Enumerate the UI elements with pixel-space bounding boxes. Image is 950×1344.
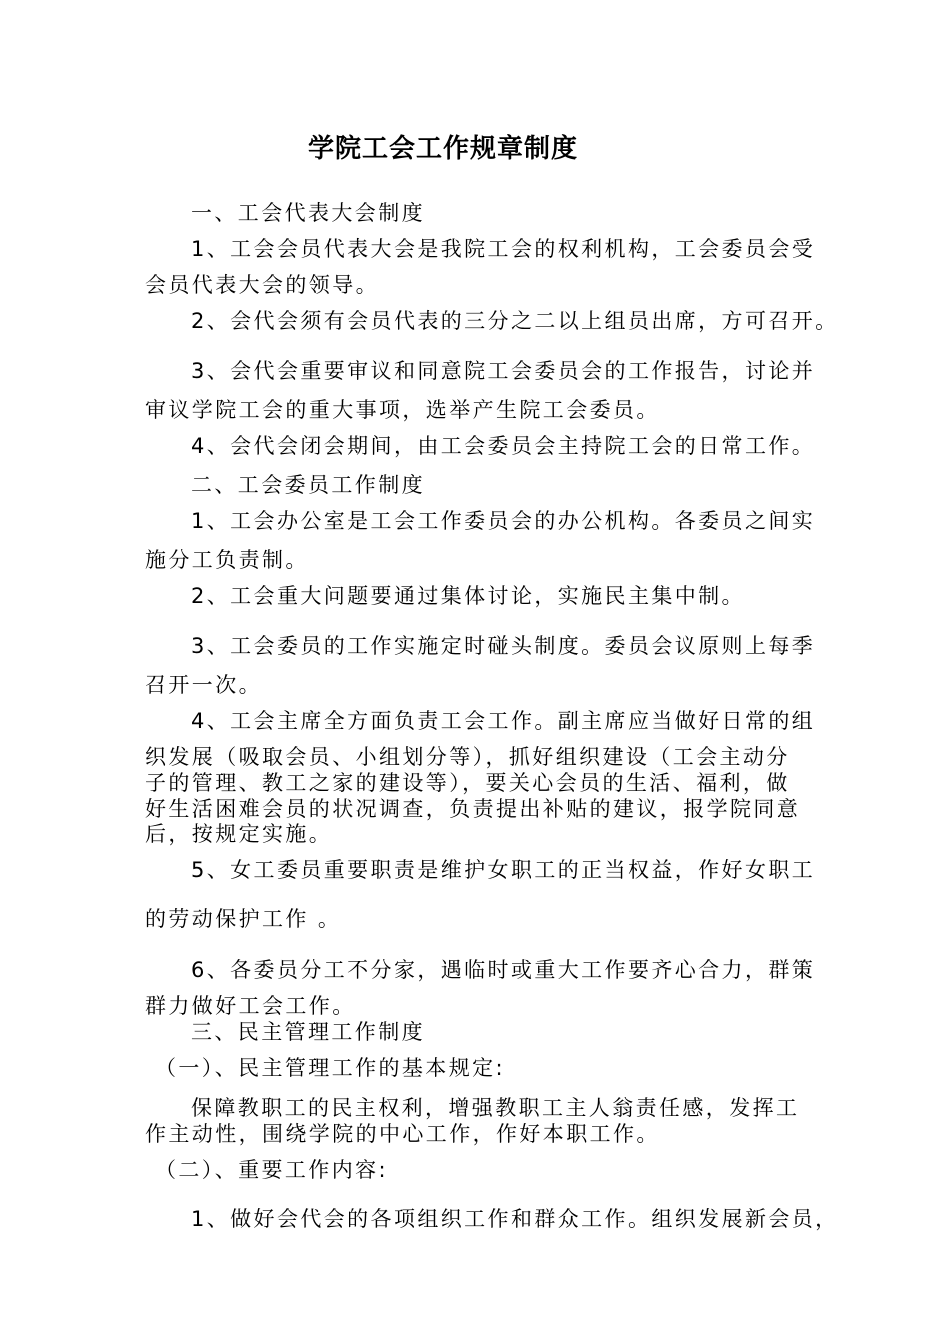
paragraph-line: 3、会代会重要审议和同意院工会委员会的工作报告，讨论并	[191, 359, 816, 383]
document-title: 学院工会工作规章制度	[307, 134, 578, 164]
paragraph-line: 6、各委员分工不分家，遇临时或重大工作要齐心合力，群策	[191, 958, 816, 982]
paragraph-line: 3、工会委员的工作实施定时碰头制度。委员会议原则上每季	[191, 634, 816, 658]
paragraph-line: 织发展（吸取会员、小组划分等），抓好组织建设（工会主动分	[145, 745, 790, 769]
paragraph-line: 1、工会会员代表大会是我院工会的权利机构，工会委员会受	[191, 237, 816, 261]
paragraph-line: 子的管理、教工之家的建设等），要关心会员的生活、福利，做	[145, 771, 790, 795]
paragraph-line: 群力做好工会工作。	[145, 994, 356, 1018]
paragraph-line: 4、会代会闭会期间，由工会委员会主持院工会的日常工作。	[191, 434, 816, 458]
section-heading-3: 三、民主管理工作制度	[191, 1020, 425, 1044]
paragraph-line: 2、会代会须有会员代表的三分之二以上组员出席，方可召开。	[191, 309, 839, 333]
paragraph-line: 后，按规定实施。	[145, 822, 333, 846]
paragraph-line: 的劳动保护工作 。	[145, 907, 342, 931]
paragraph-line: 1、工会办公室是工会工作委员会的办公机构。各委员之间实	[191, 509, 816, 533]
paragraph-line: 会员代表大会的领导。	[145, 273, 379, 297]
paragraph-line: 施分工负责制。	[145, 548, 309, 572]
paragraph-line: 作主动性，围绕学院的中心工作，作好本职工作。	[145, 1122, 660, 1146]
paragraph-line: 召开一次。	[145, 673, 262, 697]
paragraph-line: 4、工会主席全方面负责工会工作。副主席应当做好日常的组	[191, 709, 816, 733]
paragraph-line: 1、做好会代会的各项组织工作和群众工作。组织发展新会员，	[191, 1207, 839, 1231]
paragraph-line: 5、女工委员重要职责是维护女职工的正当权益，作好女职工	[191, 858, 816, 882]
paragraph-line: 2、工会重大问题要通过集体讨论，实施民主集中制。	[191, 584, 745, 608]
section-heading-2: 二、工会委员工作制度	[191, 473, 425, 497]
subsection-heading-1: （一）、民主管理工作的基本规定:	[155, 1056, 505, 1080]
section-heading-1: 一、工会代表大会制度	[191, 201, 425, 225]
subsection-heading-2: （二）、重要工作内容:	[155, 1158, 388, 1182]
paragraph-line: 保障教职工的民主权利，增强教职工主人翁责任感，发挥工	[191, 1096, 800, 1120]
paragraph-line: 审议学院工会的重大事项，选举产生院工会委员。	[145, 398, 660, 422]
paragraph-line: 好生活困难会员的状况调查，负责提出补贴的建议，报学院同意	[145, 797, 801, 821]
